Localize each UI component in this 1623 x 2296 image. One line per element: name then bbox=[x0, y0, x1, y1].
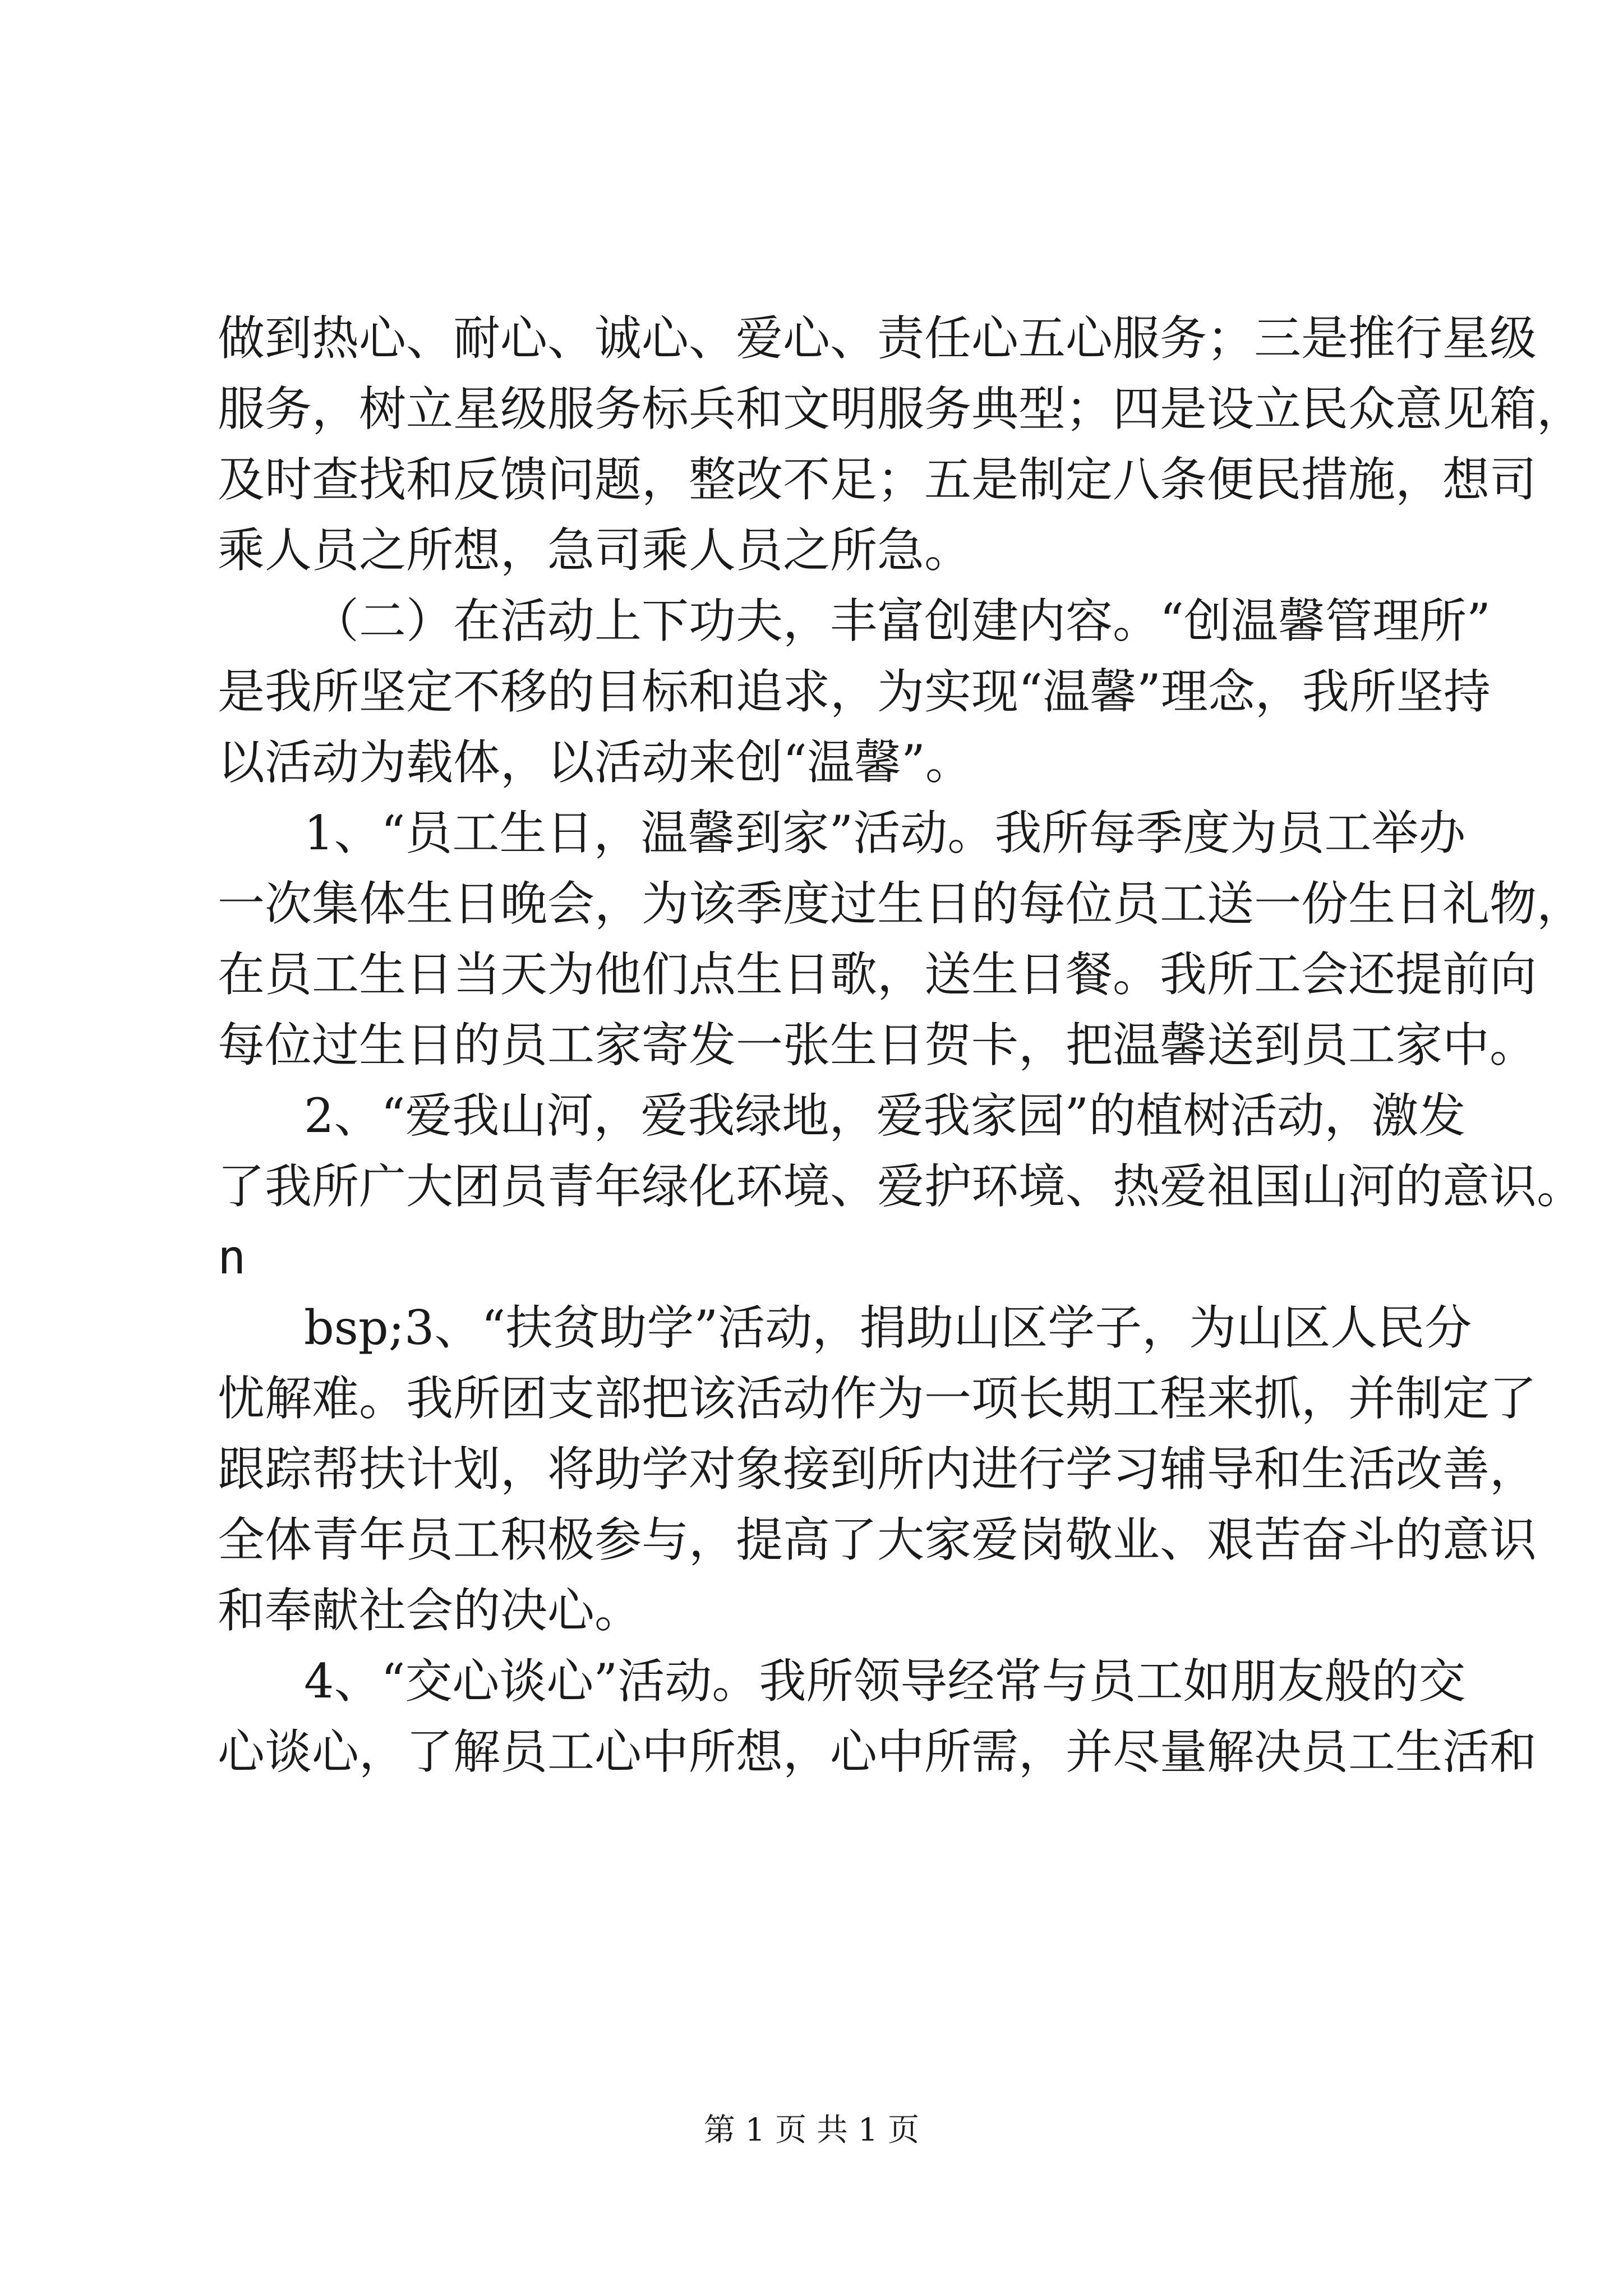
text-line: 以活动为载体，以活动来创“温馨”。 bbox=[218, 735, 972, 790]
text-line: 跟踪帮扶计划，将助学对象接到所内进行学习辅导和生活改善， bbox=[218, 1442, 1537, 1497]
document-body bbox=[218, 303, 1584, 1787]
text-line: 做到热心、耐心、诚心、爱心、责任心五心服务；三是推行星级 bbox=[218, 311, 1537, 366]
text-line: 在员工生日当天为他们点生日歌，送生日餐。我所工会还提前向 bbox=[218, 947, 1537, 1002]
text-line: 忧解难。我所团支部把该活动作为一项长期工程来抓，并制定了 bbox=[218, 1371, 1537, 1426]
text-line: 和奉献社会的决心。 bbox=[218, 1583, 642, 1638]
text-line: 是我所坚定不移的目标和追求，为实现“温馨”理念，我所坚持 bbox=[218, 664, 1491, 719]
page-footer bbox=[0, 2108, 1623, 2153]
paragraph-first-line: bsp;3、“扶贫助学”活动，捐助山区学子，为山区人民分 bbox=[304, 1300, 1472, 1355]
paragraph-first-line: 1、“员工生日，温馨到家”活动。我所每季度为员工举办 bbox=[304, 806, 1466, 861]
page-number-label: 第 1 页 共 1 页 bbox=[703, 2112, 920, 2148]
text-line: 心谈心，了解员工心中所想，心中所需，并尽量解决员工生活和 bbox=[218, 1724, 1537, 1779]
paragraph-first-line: 2、“爱我山河，爱我绿地，爱我家园”的植树活动，激发 bbox=[304, 1088, 1466, 1143]
text-line: 乘人员之所想，急司乘人员之所急。 bbox=[218, 523, 972, 578]
text-line: 服务，树立星级服务标兵和文明服务典型；四是设立民众意见箱， bbox=[218, 381, 1584, 436]
text-line: 每位过生日的员工家寄发一张生日贺卡，把温馨送到员工家中。 bbox=[218, 1018, 1537, 1073]
paragraph-first-line: 4、“交心谈心”活动。我所领导经常与员工如朋友般的交 bbox=[304, 1654, 1466, 1709]
text-line: 一次集体生日晚会，为该季度过生日的每位员工送一份生日礼物， bbox=[218, 876, 1584, 931]
text-line: 全体青年员工积极参与，提高了大家爱岗敬业、艰苦奋斗的意识 bbox=[218, 1512, 1537, 1567]
paragraph-first-line: （二）在活动上下功夫，丰富创建内容。“创温馨管理所” bbox=[312, 593, 1491, 648]
stray-text-line: n bbox=[218, 1230, 246, 1285]
text-line: 及时查找和反馈问题，整改不足；五是制定八条便民措施，想司 bbox=[218, 452, 1537, 507]
text-line: 了我所广大团员青年绿化环境、爱护环境、热爱祖国山河的意识。 bbox=[218, 1159, 1584, 1214]
